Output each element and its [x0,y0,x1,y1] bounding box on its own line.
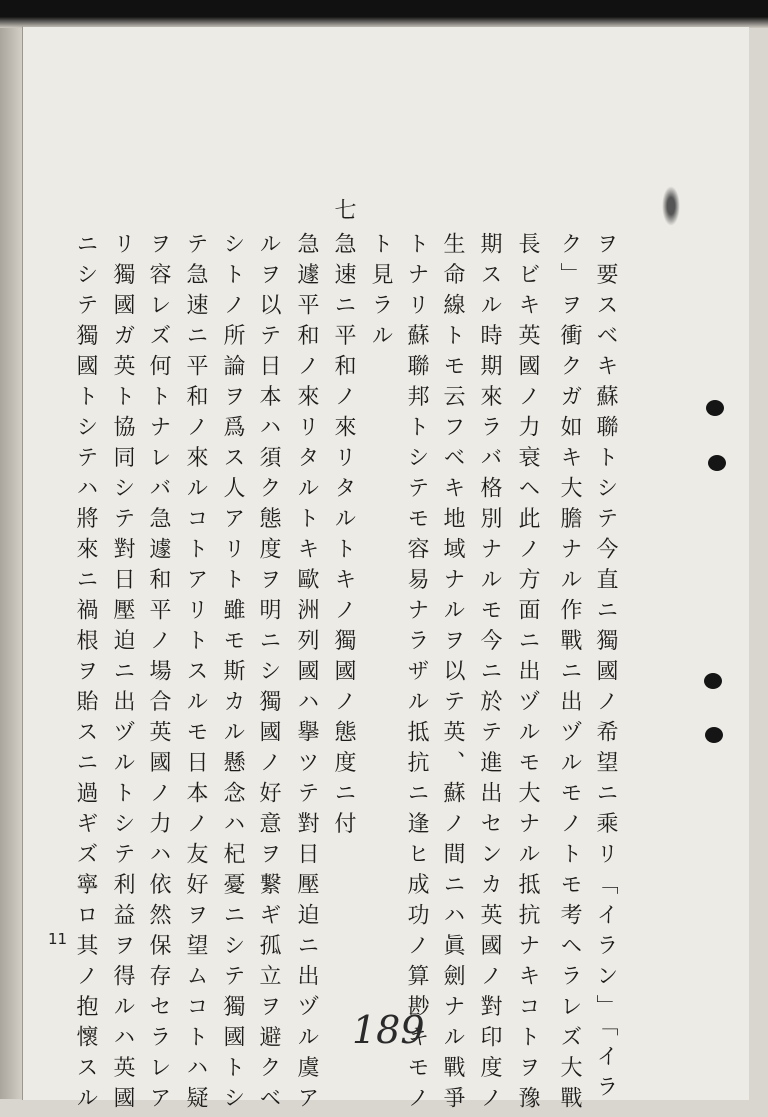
text-column: 生命線トモ云フベキ地域ナルヲ以テ英、蘇ノ間ニハ眞劍ナル戰爭 [440,232,465,1117]
text-column: ト見ラル [368,232,393,354]
scan-left-edge [0,0,22,1099]
text-column: ク」ヲ衝クガ如キ大膽ナル作戰ニ出ヅルモノトモ考ヘラレズ大戰 [557,232,582,1117]
section-heading: 七 [331,198,356,229]
text-column: トナリ蘇聯邦トシテモ容易ナラザル抵抗ニ逢ヒ成功ノ算尠キモノ [404,232,429,1117]
text-column: ヲ要スベキ蘇聯トシテ今直ニ獨國ノ希望ニ乘リ「イラン」「イラ [593,232,618,1106]
binding-hole [705,727,723,743]
text-column: ニシテ獨國トシテハ將來ニ禍根ヲ貽スニ過ギズ寧ロ其ノ抱懷スル [73,232,98,1117]
text-column: 期スル時期來ラバ格別ナルモ今ニ於テ進出センカ英國ノ對印度ノ [477,232,502,1117]
binding-hole [704,673,722,689]
ink-smudge [662,186,680,226]
page-number: 11 [48,930,68,948]
binding-hole [708,455,726,471]
handwritten-page-number: 189 [352,1008,425,1052]
text-column: リ獨國ガ英ト協同シテ對日壓迫ニ出ヅルトシテ利益ヲ得ルハ英國 [110,232,135,1117]
binding-hole [706,400,724,416]
text-column: テ急速ニ平和ノ來ルコトアリトスルモ日本ノ友好ヲ望ムコトハ疑 [183,232,208,1117]
section-title: 急速ニ平和ノ來リタルトキノ獨國ノ態度ニ付 [331,232,356,842]
text-column: シトノ所論ヲ爲ス人アリト雖モ斯カル懸念ハ杞憂ニシテ獨國トシ [220,232,245,1117]
text-column: 長ビキ英國ノ力衰ヘ此ノ方面ニ出ヅルモ大ナル抵抗ナキコトヲ豫 [515,232,540,1117]
text-column: ヲ容レズ何トナレバ急遽和平ノ場合英國ノ力ハ依然保存セラレア [146,232,171,1117]
scan-top-band [0,0,768,28]
text-column: ルヲ以テ日本ハ須ク態度ヲ明ニシ獨國ノ好意ヲ繋ギ孤立ヲ避クベ [256,232,281,1117]
text-column: 急遽平和ノ來リタルトキ歐洲列國ハ擧ツテ對日壓迫ニ出ヅル虞ア [294,232,319,1117]
